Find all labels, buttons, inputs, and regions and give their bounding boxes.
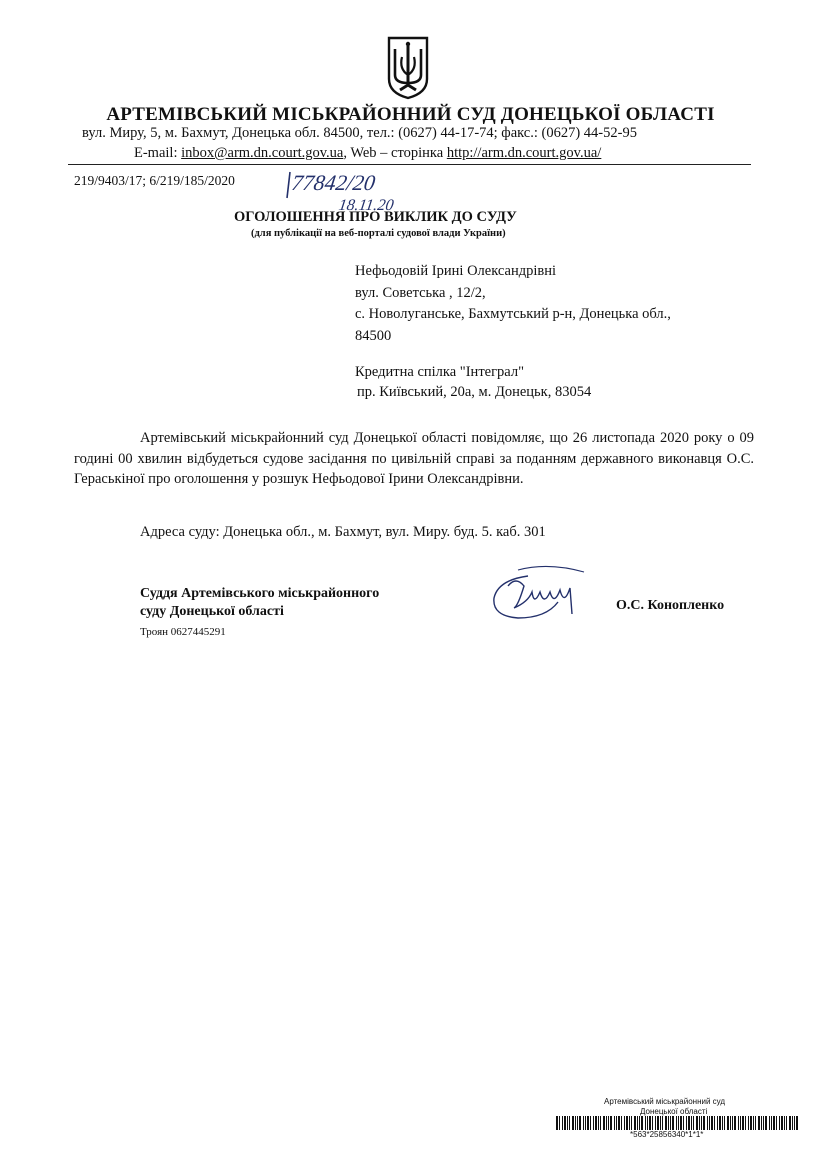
- registry-date: 18.11.20: [337, 197, 395, 214]
- recipient-1-address-line: вул. Советська , 12/2,: [355, 285, 486, 301]
- case-numbers: 219/9403/17; 6/219/185/2020: [74, 173, 235, 188]
- web-label: , Web – сторінка: [343, 145, 444, 161]
- header-divider: [68, 164, 751, 165]
- coat-of-arms-icon: [385, 35, 431, 101]
- judge-title-line: Суддя Артемівського міськрайонного: [140, 586, 380, 601]
- notice-body-paragraph: Артемівський міськрайонний суд Донецької області повідомляє, що 26 листопада 2020 року о 09 годині 00 хвилин відбудеться судове засідання по цивільній справі за поданням державного виконавця О.С. Гераськіної про оголошення у розшук Нефьодової Ірини Олександрівни.: [74, 430, 754, 487]
- registry-number: 77842/20: [290, 170, 377, 195]
- judge-title: [140, 585, 379, 621]
- court-contact-web: [134, 145, 601, 162]
- recipient-2-name: Кредитна спілка "Інтеграл": [355, 364, 525, 380]
- recipient-1-address-line: с. Новолуганське, Бахмутський р-н, Донецька обл.,: [355, 306, 671, 322]
- judge-title-line: суду Донецької області: [140, 604, 284, 619]
- web-link[interactable]: http://arm.dn.court.gov.ua/: [446, 145, 602, 161]
- barcode-number: *563*25856340*1*1*: [630, 1130, 704, 1139]
- email-label: E-mail:: [134, 145, 178, 161]
- court-name-heading: АРТЕМІВСЬКИЙ МІСЬКРАЙОННИЙ СУД ДОНЕЦЬКОЇ ОБЛАСТІ: [106, 104, 715, 125]
- recipient-1-name: Нефьодовій Ірині Олександрівні: [355, 263, 556, 279]
- judge-name: О.С. Конопленко: [616, 598, 725, 613]
- notice-title: ОГОЛОШЕННЯ ПРО ВИКЛИК ДО СУДУ: [234, 209, 517, 225]
- email-link[interactable]: inbox@arm.dn.court.gov.ua: [181, 145, 344, 161]
- registry-stamp: [284, 168, 404, 214]
- recipient-2-address-line: пр. Київський, 20а, м. Донецьк, 83054: [357, 384, 592, 400]
- footer-court-region: Донецької області: [640, 1107, 708, 1116]
- notice-subtitle: (для публікації на веб-порталі судової влади України): [251, 228, 506, 239]
- handwritten-signature: [488, 562, 598, 624]
- recipient-1-address-line: 84500: [355, 328, 392, 344]
- footer-court-name: Артемівський міськрайонний суд: [604, 1097, 726, 1106]
- court-address: Адреса суду: Донецька обл., м. Бахмут, вул. Миру. буд. 5. каб. 301: [140, 524, 546, 540]
- court-contact-address: вул. Миру, 5, м. Бахмут, Донецька обл. 84500, тел.: (0627) 44-17-74; факс.: (0627) 44-52-95: [82, 125, 637, 141]
- barcode-icon: [556, 1116, 802, 1130]
- executor-contact: Троян 0627445291: [140, 626, 226, 638]
